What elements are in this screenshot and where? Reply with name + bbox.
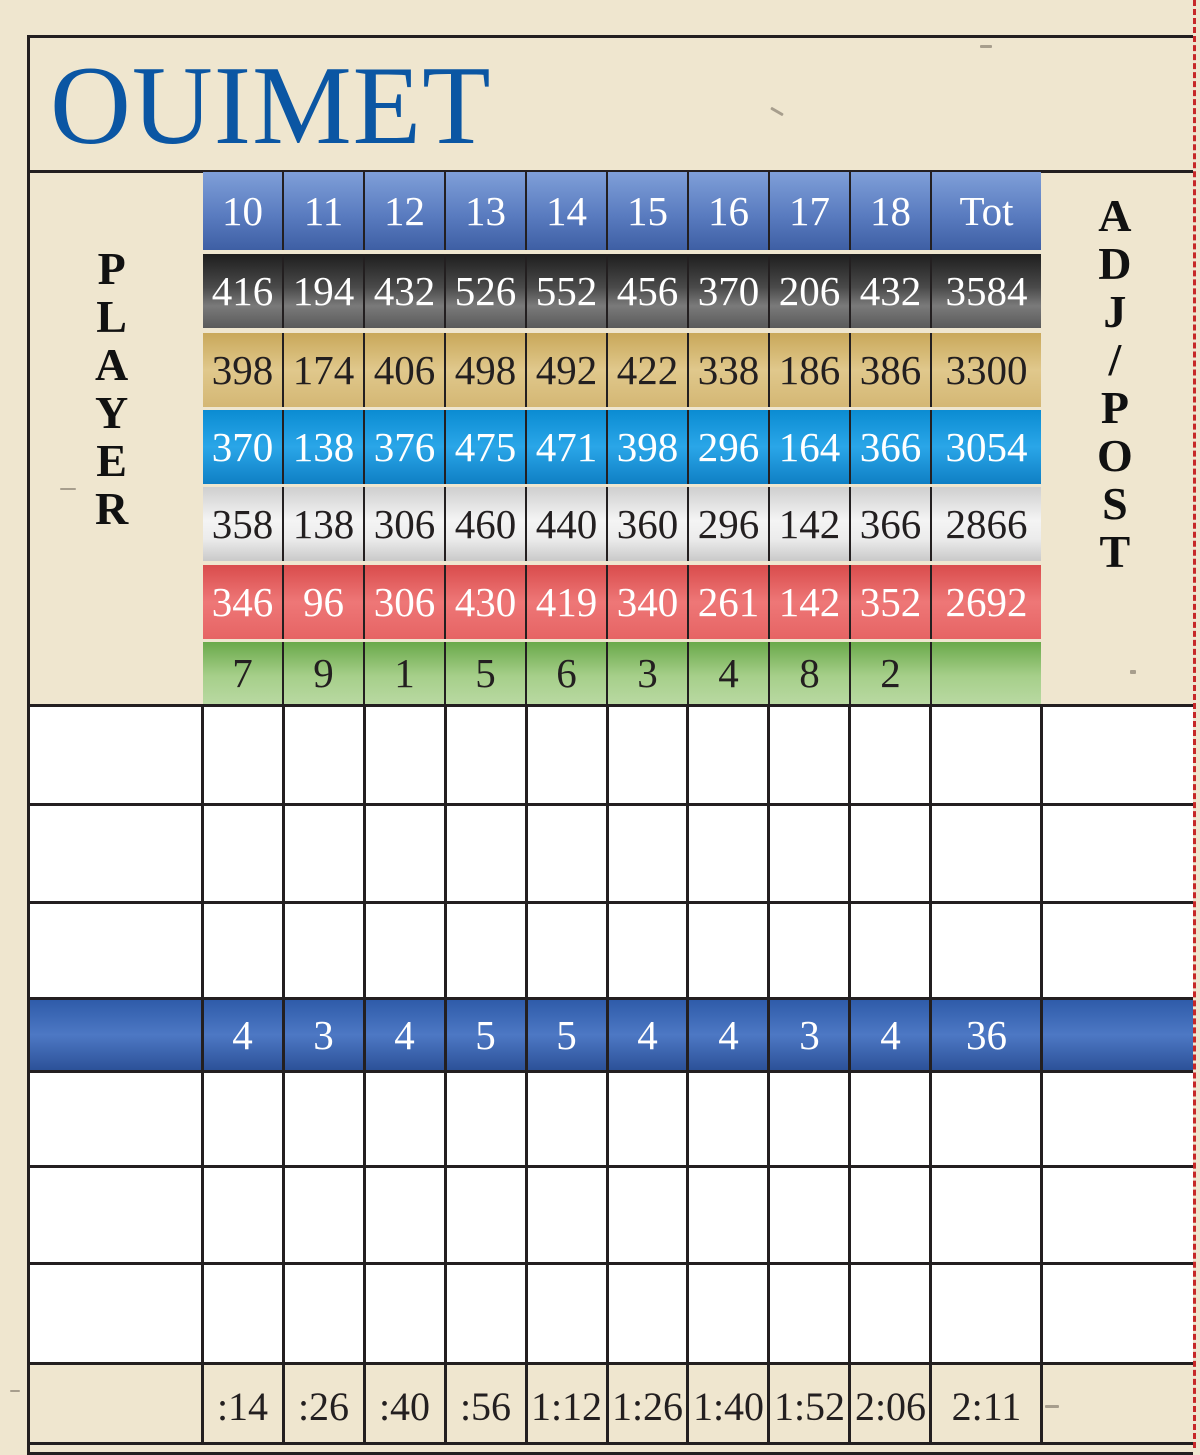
par-cell: 3 xyxy=(284,1000,365,1070)
score-area-bottom xyxy=(30,1072,1193,1362)
yardage-total: 3054 xyxy=(945,423,1028,470)
grid-vline xyxy=(282,707,285,1442)
hole-number: 17 xyxy=(770,172,851,250)
yardage-cell: 296 xyxy=(689,487,770,561)
hole-number: 11 xyxy=(284,172,365,250)
hole-number-row xyxy=(203,172,1041,250)
yardage-cell: 386 xyxy=(851,333,932,407)
hole-number: 15 xyxy=(608,172,689,250)
pace-cell: 1:26 xyxy=(608,1372,689,1442)
par-cell: 3 xyxy=(770,1000,851,1070)
yardage-cell: 419 xyxy=(527,565,608,639)
par-cell: 4 xyxy=(608,1000,689,1070)
player-letter: P xyxy=(97,243,126,294)
grid-vline xyxy=(1040,707,1043,1442)
hole-total-header: Tot xyxy=(959,187,1014,234)
yardage-cell: 174 xyxy=(284,333,365,407)
adj-post-letter: T xyxy=(1099,526,1131,577)
tee-row-red xyxy=(203,565,1041,639)
hole-number: 16 xyxy=(689,172,770,250)
pace-cell: :14 xyxy=(203,1372,284,1442)
yardage-cell: 432 xyxy=(851,254,932,328)
yardage-total: 3300 xyxy=(945,346,1028,393)
handicap-row xyxy=(203,642,1041,704)
yardage-cell: 186 xyxy=(770,333,851,407)
adj-post-letter: P xyxy=(1100,382,1129,433)
yardage-cell: 338 xyxy=(689,333,770,407)
player-letter: R xyxy=(95,483,129,534)
yardage-cell: 492 xyxy=(527,333,608,407)
yardage-cell: 194 xyxy=(284,254,365,328)
hole-number: 13 xyxy=(446,172,527,250)
player-letter: E xyxy=(96,435,127,486)
yardage-cell: 471 xyxy=(527,410,608,484)
player-letter: Y xyxy=(95,387,129,438)
par-cell: 4 xyxy=(203,1000,284,1070)
yardage-cell: 96 xyxy=(284,565,365,639)
yardage-cell: 370 xyxy=(203,410,284,484)
pace-cell: 1:40 xyxy=(689,1372,770,1442)
grid-vline xyxy=(525,707,528,1442)
yardage-cell: 406 xyxy=(365,333,446,407)
grid-vline xyxy=(929,707,932,1442)
hole-number: 12 xyxy=(365,172,446,250)
yardage-cell: 460 xyxy=(446,487,527,561)
yardage-cell: 296 xyxy=(689,410,770,484)
grid-vline xyxy=(444,707,447,1442)
yardage-cell: 398 xyxy=(608,410,689,484)
yardage-cell: 142 xyxy=(770,487,851,561)
pace-cell: :40 xyxy=(365,1372,446,1442)
yardage-cell: 306 xyxy=(365,487,446,561)
pace-cell: 1:12 xyxy=(527,1372,608,1442)
handicap-cell: 6 xyxy=(527,642,608,704)
yardage-total: 3584 xyxy=(945,267,1028,314)
pace-of-play-row xyxy=(203,1372,1041,1442)
adj-post-letter: D xyxy=(1098,238,1132,289)
handicap-cell: 1 xyxy=(365,642,446,704)
hole-number: 14 xyxy=(527,172,608,250)
yardage-cell: 552 xyxy=(527,254,608,328)
yardage-cell: 142 xyxy=(770,565,851,639)
hole-number: 10 xyxy=(203,172,284,250)
yardage-cell: 164 xyxy=(770,410,851,484)
grid-vline xyxy=(686,707,689,1442)
pace-cell: 2:06 xyxy=(851,1372,932,1442)
yardage-cell: 366 xyxy=(851,410,932,484)
par-cell: 4 xyxy=(689,1000,770,1070)
handicap-cell: 4 xyxy=(689,642,770,704)
yardage-cell: 366 xyxy=(851,487,932,561)
par-cell: 5 xyxy=(527,1000,608,1070)
handicap-cell: 2 xyxy=(851,642,932,704)
par-cell: 5 xyxy=(446,1000,527,1070)
yardage-cell: 430 xyxy=(446,565,527,639)
tee-row-white xyxy=(203,487,1041,561)
yardage-cell: 306 xyxy=(365,565,446,639)
score-area-top xyxy=(30,707,1193,998)
yardage-cell: 475 xyxy=(446,410,527,484)
adj-post-letter: A xyxy=(1098,190,1132,241)
adj-post-letter: O xyxy=(1097,430,1133,481)
yardage-cell: 526 xyxy=(446,254,527,328)
adj-post-letter: / xyxy=(1108,334,1122,385)
grid-vline xyxy=(767,707,770,1442)
par-total: 36 xyxy=(966,1011,1007,1058)
player-letter: A xyxy=(95,339,129,390)
tee-row-black xyxy=(203,254,1041,328)
paper-speck xyxy=(10,1390,20,1392)
hole-number: 18 xyxy=(851,172,932,250)
yardage-total: 2692 xyxy=(945,578,1028,625)
course-title: OUIMET xyxy=(50,44,492,168)
yardage-cell: 352 xyxy=(851,565,932,639)
yardage-cell: 376 xyxy=(365,410,446,484)
par-cell: 4 xyxy=(365,1000,446,1070)
yardage-total: 2866 xyxy=(945,500,1028,547)
yardage-cell: 358 xyxy=(203,487,284,561)
adj-post-label xyxy=(1097,192,1133,576)
adj-post-letter: J xyxy=(1103,286,1127,337)
handicap-cell: 5 xyxy=(446,642,527,704)
pace-cell: :26 xyxy=(284,1372,365,1442)
grid-vline xyxy=(606,707,609,1442)
yardage-cell: 138 xyxy=(284,487,365,561)
handicap-cell: 8 xyxy=(770,642,851,704)
yardage-cell: 360 xyxy=(608,487,689,561)
tee-row-gold xyxy=(203,333,1041,407)
card-bottom-line xyxy=(27,1442,1193,1445)
pace-cell: 1:52 xyxy=(770,1372,851,1442)
yardage-cell: 422 xyxy=(608,333,689,407)
handicap-total xyxy=(932,642,1041,704)
adj-post-letter: S xyxy=(1102,478,1128,529)
yardage-cell: 416 xyxy=(203,254,284,328)
handicap-cell: 9 xyxy=(284,642,365,704)
yardage-cell: 138 xyxy=(284,410,365,484)
yardage-cell: 398 xyxy=(203,333,284,407)
yardage-cell: 498 xyxy=(446,333,527,407)
handicap-cell: 3 xyxy=(608,642,689,704)
pace-cell: :56 xyxy=(446,1372,527,1442)
dashed-cut-line xyxy=(1193,0,1196,1448)
grid-vline xyxy=(201,707,204,1442)
player-label xyxy=(95,245,128,533)
yardage-cell: 370 xyxy=(689,254,770,328)
player-letter: L xyxy=(96,291,127,342)
par-cell: 4 xyxy=(851,1000,932,1070)
yardage-cell: 261 xyxy=(689,565,770,639)
yardage-cell: 456 xyxy=(608,254,689,328)
grid-vline xyxy=(363,707,366,1442)
pace-total: 2:11 xyxy=(951,1384,1022,1429)
tee-row-blue xyxy=(203,410,1041,484)
par-row xyxy=(203,1000,1041,1070)
grid-vline xyxy=(848,707,851,1442)
yardage-cell: 432 xyxy=(365,254,446,328)
yardage-cell: 206 xyxy=(770,254,851,328)
yardage-cell: 346 xyxy=(203,565,284,639)
handicap-cell: 7 xyxy=(203,642,284,704)
yardage-cell: 440 xyxy=(527,487,608,561)
yardage-cell: 340 xyxy=(608,565,689,639)
